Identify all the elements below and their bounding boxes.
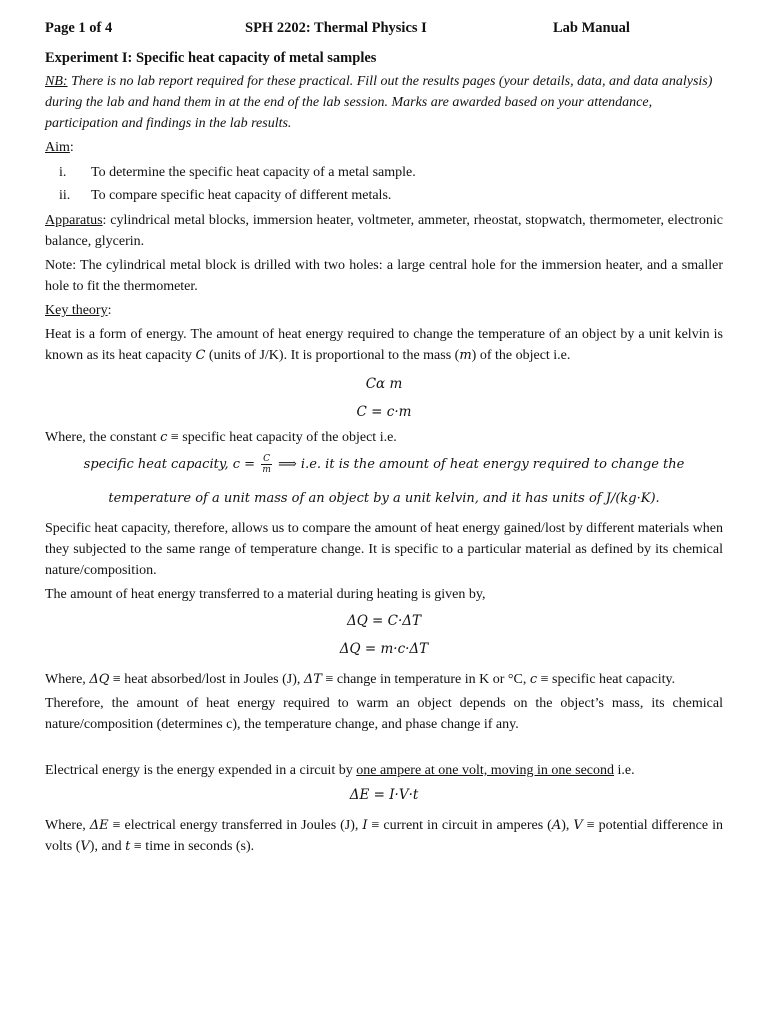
where2-text-c: ≡ change in temperature in K or °C, (321, 672, 530, 687)
where2-text-b: ≡ heat absorbed/lost in Joules (J), (109, 672, 304, 687)
electrical-energy-paragraph (45, 760, 723, 781)
symbol-t: t (125, 839, 131, 854)
electrical-symbols-definition (45, 815, 723, 857)
aim-colon: : (69, 140, 74, 155)
nb-text: There is no lab report required for these practical. Fill out the results pages (your details, data, and data analysis) during the lab and hand them in at the end of the lab session. Marks are awarded based on your attendance, participation and findings in the lab results. (45, 74, 713, 131)
aim-item-text: To compare specific heat capacity of different metals. (91, 188, 392, 203)
apparatus-text: : cylindrical metal blocks, immersion heater, voltmeter, ammeter, rheostat, stopwatch, thermometer, electronic balance, glycerin. (45, 213, 723, 249)
symbol-c-var: c (529, 672, 538, 687)
proportionality-equation: Cα m (365, 376, 403, 392)
specific-heat-explanation: Specific heat capacity, therefore, allows us to compare the amount of heat energy gained/lost by different materials when they subjected to the same range of temperature change. It is specific to a particular material as defined by its chemical nature/composition. (45, 521, 723, 578)
electrical-energy-equation: ΔE = I·V·t (349, 787, 419, 803)
where3-text-f: ), and (89, 839, 126, 854)
para1-text-a: Heat is a form of energy. The amount of heat energy required to change the temperature of an object by a unit kelvin is known as its heat capacity (45, 327, 723, 363)
fraction-numerator: C (263, 454, 271, 464)
heat-capacity-equation: C = c·m (356, 404, 412, 420)
section-spacer (45, 735, 723, 757)
fraction-denominator: m (262, 465, 271, 475)
aim-heading (45, 137, 723, 158)
page-number: Page 1 of 4 (45, 20, 113, 36)
underlined-definition: one ampere at one volt, moving in one second (356, 763, 615, 778)
definition-line-2: temperature of a unit mass of an object by a unit kelvin, and it has units of J/(kg·K). (108, 491, 660, 506)
nb-note (45, 71, 723, 134)
symbol-delta-t: ΔT (303, 672, 322, 687)
symbol-c: c (160, 430, 168, 445)
para5-text-a: Electrical energy is the energy expended in a circuit by (45, 763, 357, 778)
symbol-i: I (362, 818, 368, 833)
page-header (45, 16, 723, 40)
symbol-v-unit: V (80, 839, 90, 854)
symbol-v: V (573, 818, 583, 833)
heat-equation-1: ΔQ = C·ΔT (346, 613, 422, 629)
where2-text-d: ≡ specific heat capacity. (537, 672, 676, 687)
aim-item-text: To determine the specific heat capacity of a metal sample. (91, 165, 416, 180)
para1-text-b: (units of J/K). It is proportional to the mass ( (205, 348, 460, 363)
c-over-m-fraction (261, 454, 272, 475)
experiment-title: Experiment I: Specific heat capacity of metal samples (45, 50, 377, 66)
specific-heat-definition (45, 454, 723, 510)
where3-text-c: ≡ current in circuit in amperes ( (367, 818, 552, 833)
aim-item-number: ii. (59, 188, 71, 203)
where3-text-e: ≡ potential difference in volts ( (45, 818, 723, 854)
aim-label: Aim (45, 140, 70, 155)
course-code: SPH 2202: Thermal Physics I (245, 20, 427, 36)
key-theory-colon: : (107, 303, 112, 318)
where1-text-a: Where, the constant (45, 430, 161, 445)
definition-line-1 (45, 454, 723, 476)
symbol-delta-q: ΔQ (89, 672, 110, 687)
para5-text-b: i.e. (614, 763, 635, 778)
definition-line-1-rest: ⟹ i.e. it is the amount of heat energy required to change the (274, 457, 685, 472)
where3-text-b: ≡ electrical energy transferred in Joules (J), (108, 818, 363, 833)
symbol-delta-e: ΔE (89, 818, 109, 833)
constant-definition-line (45, 427, 723, 448)
aim-item-number: i. (59, 165, 67, 180)
document-type: Lab Manual (553, 20, 630, 36)
symbol-m: m (459, 348, 472, 363)
heat-capacity-paragraph (45, 324, 723, 366)
where3-text-g: ≡ time in seconds (s). (130, 839, 255, 854)
aim-item (45, 161, 723, 184)
heat-equation-2: ΔQ = m·c·ΔT (339, 641, 429, 657)
where3-text-a: Where, (45, 818, 90, 833)
key-theory-heading (45, 300, 723, 321)
apparatus-paragraph (45, 210, 723, 252)
key-theory-label: Key theory (45, 303, 108, 318)
heat-dependence-paragraph: Therefore, the amount of heat energy required to warm an object depends on the object’s mass, its chemical nature/composition (determines c), the temperature change, and phase change if any. (45, 696, 723, 732)
where3-text-d: ), (561, 818, 574, 833)
apparatus-label: Apparatus (45, 213, 103, 228)
symbol-a: A (551, 818, 562, 833)
lab-manual-page (45, 16, 723, 857)
symbol-C: C (195, 348, 206, 363)
para1-text-c: ) of the object i.e. (471, 348, 571, 363)
definition-lead: specific heat capacity, c = (83, 457, 260, 472)
heat-symbols-definition (45, 669, 723, 690)
aim-list (45, 161, 723, 207)
aim-item (45, 184, 723, 207)
note-paragraph: Note: The cylindrical metal block is drilled with two holes: a large central hole for the immersion heater, and a smaller hole to fit the thermometer. (45, 258, 723, 294)
heat-transfer-intro: The amount of heat energy transferred to a material during heating is given by, (45, 587, 486, 602)
where1-text-b: ≡ specific heat capacity of the object i.e. (167, 430, 397, 445)
nb-label: NB: (45, 74, 68, 89)
where2-text-a: Where, (45, 672, 90, 687)
